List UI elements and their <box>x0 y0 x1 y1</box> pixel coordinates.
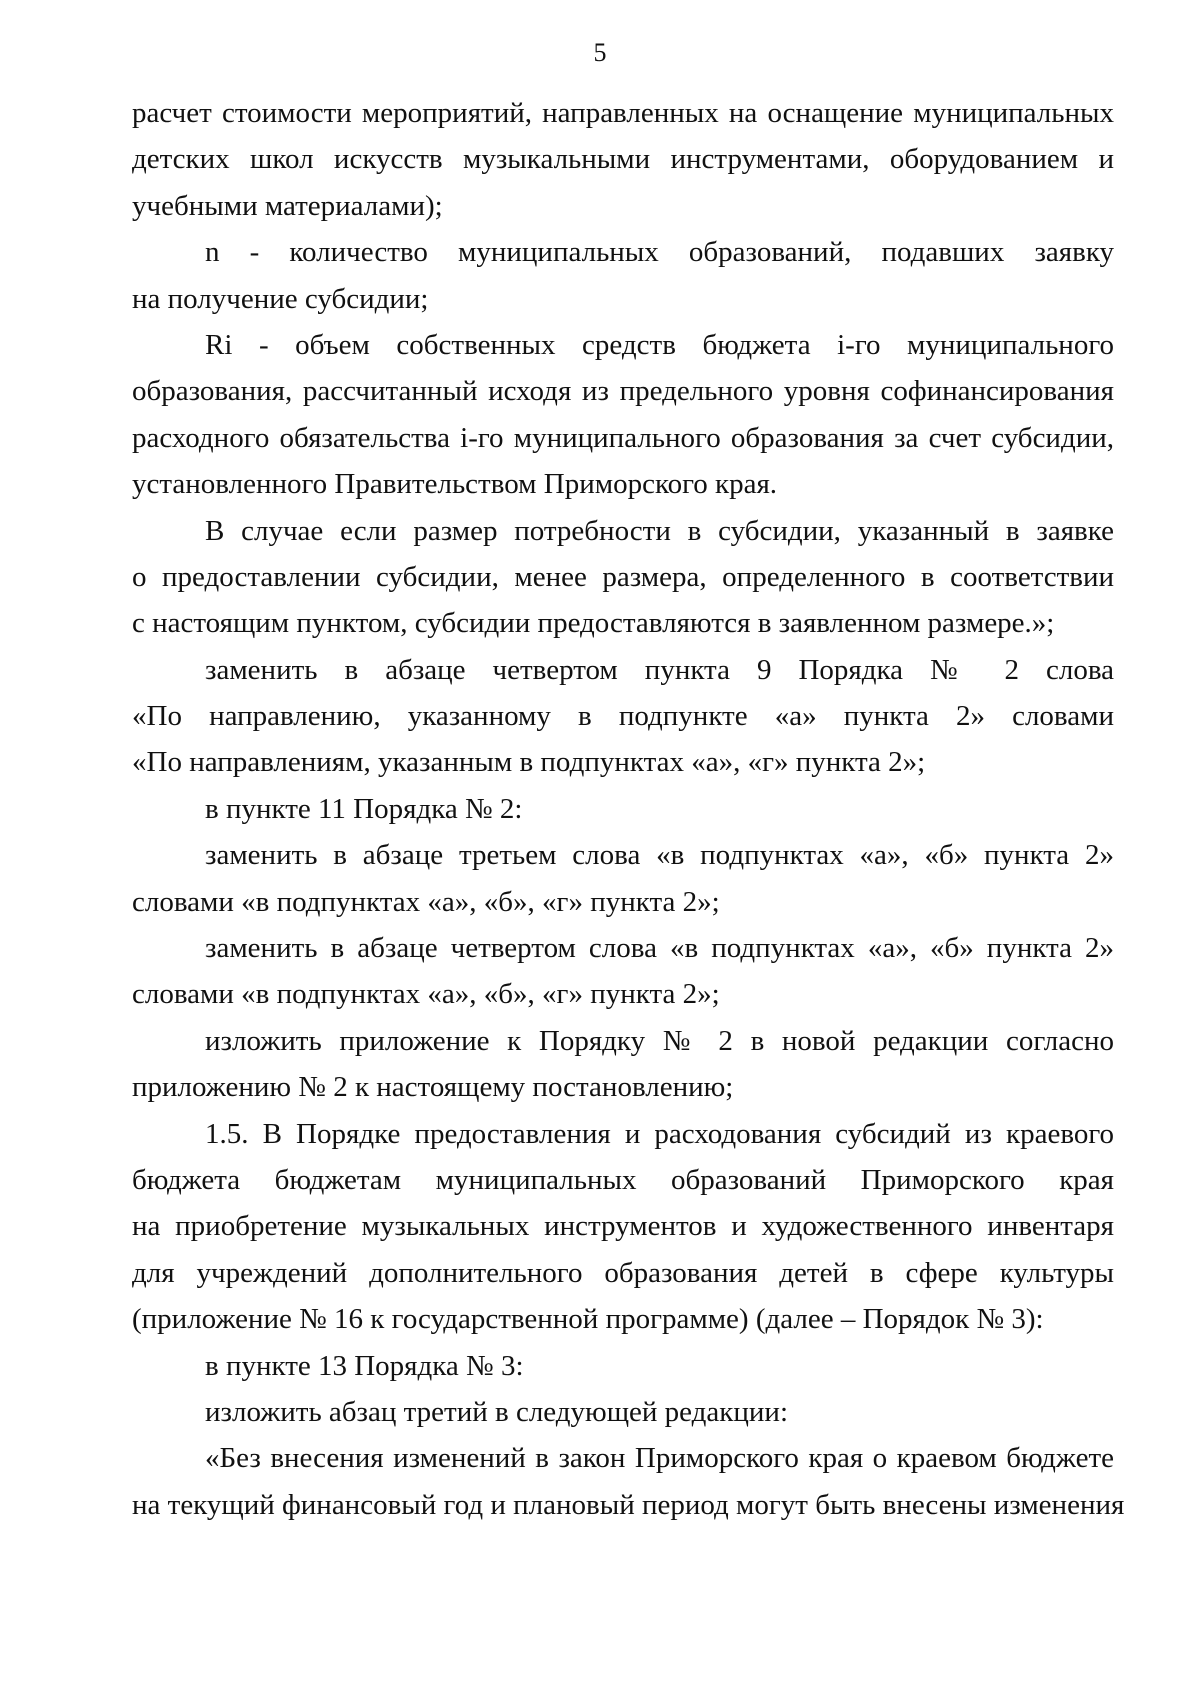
text-line: приложению № 2 к настоящему постановлению; <box>132 1071 734 1104</box>
text-line: словами «в подпунктах «а», «б», «г» пункта 2»; <box>132 885 720 918</box>
text-line: расходного обязательства i-го муниципального образования за счет субсидии, <box>132 421 1114 454</box>
text-line: в пункте 11 Порядка № 2: <box>205 792 523 825</box>
text-line: заменить в абзаце четвертом слова «в подпунктах «а», «б» пункта 2» <box>205 932 1114 965</box>
text-line: n - количество муниципальных образований, подавших заявку <box>205 236 1114 269</box>
page-number: 5 <box>593 38 607 67</box>
text-line: на получение субсидии; <box>132 282 429 315</box>
text-line: заменить в абзаце третьем слова «в подпунктах «а», «б» пункта 2» <box>205 839 1114 872</box>
text-line: «Без внесения изменений в закон Приморского края о краевом бюджете <box>205 1442 1114 1475</box>
text-line: «По направлению, указанному в подпункте «а» пункта 2» словами <box>132 700 1114 733</box>
text-line: бюджета бюджетам муниципальных образований Приморского края <box>132 1163 1114 1196</box>
text-line: с настоящим пунктом, субсидии предоставляются в заявленном размере.»; <box>132 607 1055 640</box>
text-line: изложить абзац третий в следующей редакции: <box>205 1395 789 1428</box>
text-line: В случае если размер потребности в субсидии, указанный в заявке <box>205 514 1114 547</box>
document-text <box>132 90 1125 1528</box>
text-line: учебными материалами); <box>132 189 443 222</box>
text-line: расчет стоимости мероприятий, направленных на оснащение муниципальных <box>132 97 1114 129</box>
text-line: словами «в подпунктах «а», «б», «г» пункта 2»; <box>132 978 720 1011</box>
text-line: для учреждений дополнительного образования детей в сфере культуры <box>132 1256 1114 1289</box>
text-line: изложить приложение к Порядку № 2 в новой редакции согласно <box>205 1024 1114 1057</box>
text-line: установленного Правительством Приморского края. <box>132 468 778 501</box>
text-line: 1.5. В Порядке предоставления и расходования субсидий из краевого <box>205 1117 1114 1150</box>
text-line: на приобретение музыкальных инструментов и художественного инвентаря <box>132 1210 1114 1243</box>
text-line: Ri - объем собственных средств бюджета i-го муниципального <box>205 328 1114 361</box>
text-line: о предоставлении субсидии, менее размера, определенного в соответствии <box>132 560 1114 593</box>
text-line: (приложение № 16 к государственной программе) (далее – Порядок № 3): <box>132 1303 1044 1336</box>
text-line: образования, рассчитанный исходя из предельного уровня софинансирования <box>132 375 1114 408</box>
text-line: «По направлениям, указанным в подпунктах «а», «г» пункта 2»; <box>132 746 926 779</box>
text-line: на текущий финансовый год и плановый период могут быть внесены изменения <box>132 1488 1125 1521</box>
text-line: заменить в абзаце четвертом пункта 9 Порядка № 2 слова <box>205 653 1114 686</box>
text-line: детских школ искусств музыкальными инструментами, оборудованием и <box>132 143 1114 176</box>
text-line: в пункте 13 Порядка № 3: <box>205 1349 524 1382</box>
